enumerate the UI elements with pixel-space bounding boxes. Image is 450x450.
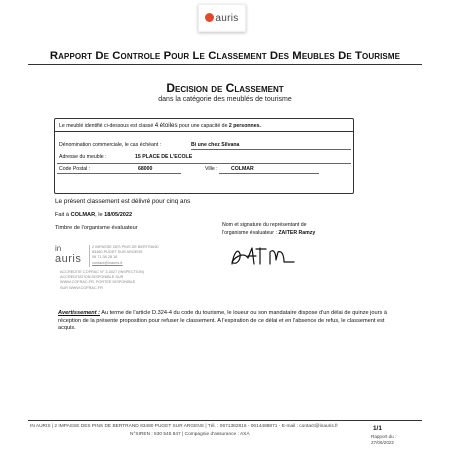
stars-word: étoiles	[159, 122, 178, 129]
company-logo	[198, 4, 246, 32]
footer-divider	[28, 420, 422, 421]
place-date-line	[55, 212, 132, 218]
stamp-accreditation-block	[60, 270, 144, 291]
postal-code-line	[57, 173, 181, 174]
capacity-text: pour une capacité de	[179, 123, 228, 129]
classification-box	[54, 118, 354, 194]
city-value: COLMAR	[231, 166, 254, 172]
date-separator: , le	[95, 212, 103, 218]
signatory-label-line1: Nom et signature du représentant de	[222, 222, 307, 228]
stamp-line: 2 IMPASSE DES PINS DE BERTRAND	[92, 245, 159, 249]
report-date-value: 27/06/2022	[371, 440, 394, 445]
warning-lead: Avertissement :	[58, 310, 100, 316]
accreditation-line: WWW.COFRAC.FR, PORTEE DISPONIBLE	[60, 280, 136, 285]
city-label: Ville :	[205, 166, 218, 172]
classification-line	[59, 122, 261, 129]
place-value: COLMAR	[70, 212, 96, 218]
stamp-line: 06 71 38 28 16	[92, 255, 118, 260]
accreditation-line: SUR WWW.COFRAC.FR	[60, 285, 103, 290]
stamp-line: contact@inauris.fr	[92, 260, 123, 265]
accreditation-line: ACCREDITE COFRAC N° 3-0027 (INSPECTION)	[60, 270, 145, 274]
signatory-name: ZAITER Ramzy	[278, 230, 316, 236]
signatory-label: l'organisme évaluateur :	[222, 230, 277, 236]
denomination-value: Bi une chez Silvana	[191, 142, 240, 148]
signatory-label-line2	[222, 230, 315, 236]
stamp-address-block	[92, 245, 159, 266]
box-divider	[55, 131, 353, 132]
date-value: 18/05/2022	[104, 212, 133, 218]
address-label: Adresse du meuble :	[59, 154, 107, 160]
footer-contact: IN AURIS | 2 IMPASSE DES PINS DE BERTRAND 83480 PUGET SUR ARGENS | Tél. : 0671382816 - 0614488871 - E-mail : contact@inauris.fr	[30, 424, 339, 429]
report-date-label: Rapport du :	[371, 434, 397, 439]
stamp-divider	[89, 245, 90, 267]
place-prefix: Fait à	[55, 212, 69, 218]
stamp-logo-bottom: auris	[55, 253, 82, 265]
denomination-line	[191, 149, 351, 150]
title-divider	[28, 64, 422, 65]
document-title: Rapport De Controle Pour Le Classement Des Meubles De Tourisme	[49, 50, 401, 62]
report-date-block	[371, 434, 396, 446]
footer-legal: N°SIREN : 530 545 847 | Compagnie d'assurance : AXA	[130, 432, 250, 437]
handwritten-signature	[226, 244, 298, 268]
warning-paragraph	[58, 310, 390, 333]
logo-dot-icon	[205, 13, 214, 22]
auris-stamp-logo	[55, 244, 86, 270]
organisme-stamp-label: Timbre de l'organisme évaluateur	[55, 225, 138, 231]
postal-code-value: 68000	[138, 166, 153, 172]
stamp-logo-top: in	[55, 244, 62, 253]
logo-text: auris	[215, 12, 239, 24]
denomination-label: Dénomination commerciale, le cas échéant :	[59, 142, 162, 148]
city-line	[219, 173, 319, 174]
warning-text: Au terme de l'article D.324-4 du code du tourisme, le loueur ou son mandataire dispose d'un délai de quinze jours à réception de la présente proposition pour refuser le classement. A l'expiration de ce délai et en l'absence de refus, le classement est acquis.	[58, 310, 387, 332]
address-line	[57, 163, 351, 164]
decision-subtitle: dans la catégorie des meublés de tourisme	[158, 96, 292, 103]
capacity-value: 2 personnes.	[228, 123, 261, 129]
accreditation-line: ACCREDITATION DISPONIBLE SUR	[60, 275, 124, 280]
address-value: 15 PLACE DE L'ECOLE	[135, 154, 193, 160]
stars-count: 4	[154, 122, 159, 129]
stamp-line: 83480 PUGET SUR ARGENS	[92, 250, 143, 255]
page-number: 1/1	[373, 425, 382, 432]
validity-text: Le présent classement est délivré pour cinq ans	[55, 198, 191, 205]
postal-code-label: Code Postal :	[59, 166, 91, 172]
logo-mark	[205, 13, 238, 24]
classification-prefix: Le meublé identifié ci-dessous est classé	[59, 123, 154, 129]
decision-title: Decision de Classement	[166, 81, 284, 95]
